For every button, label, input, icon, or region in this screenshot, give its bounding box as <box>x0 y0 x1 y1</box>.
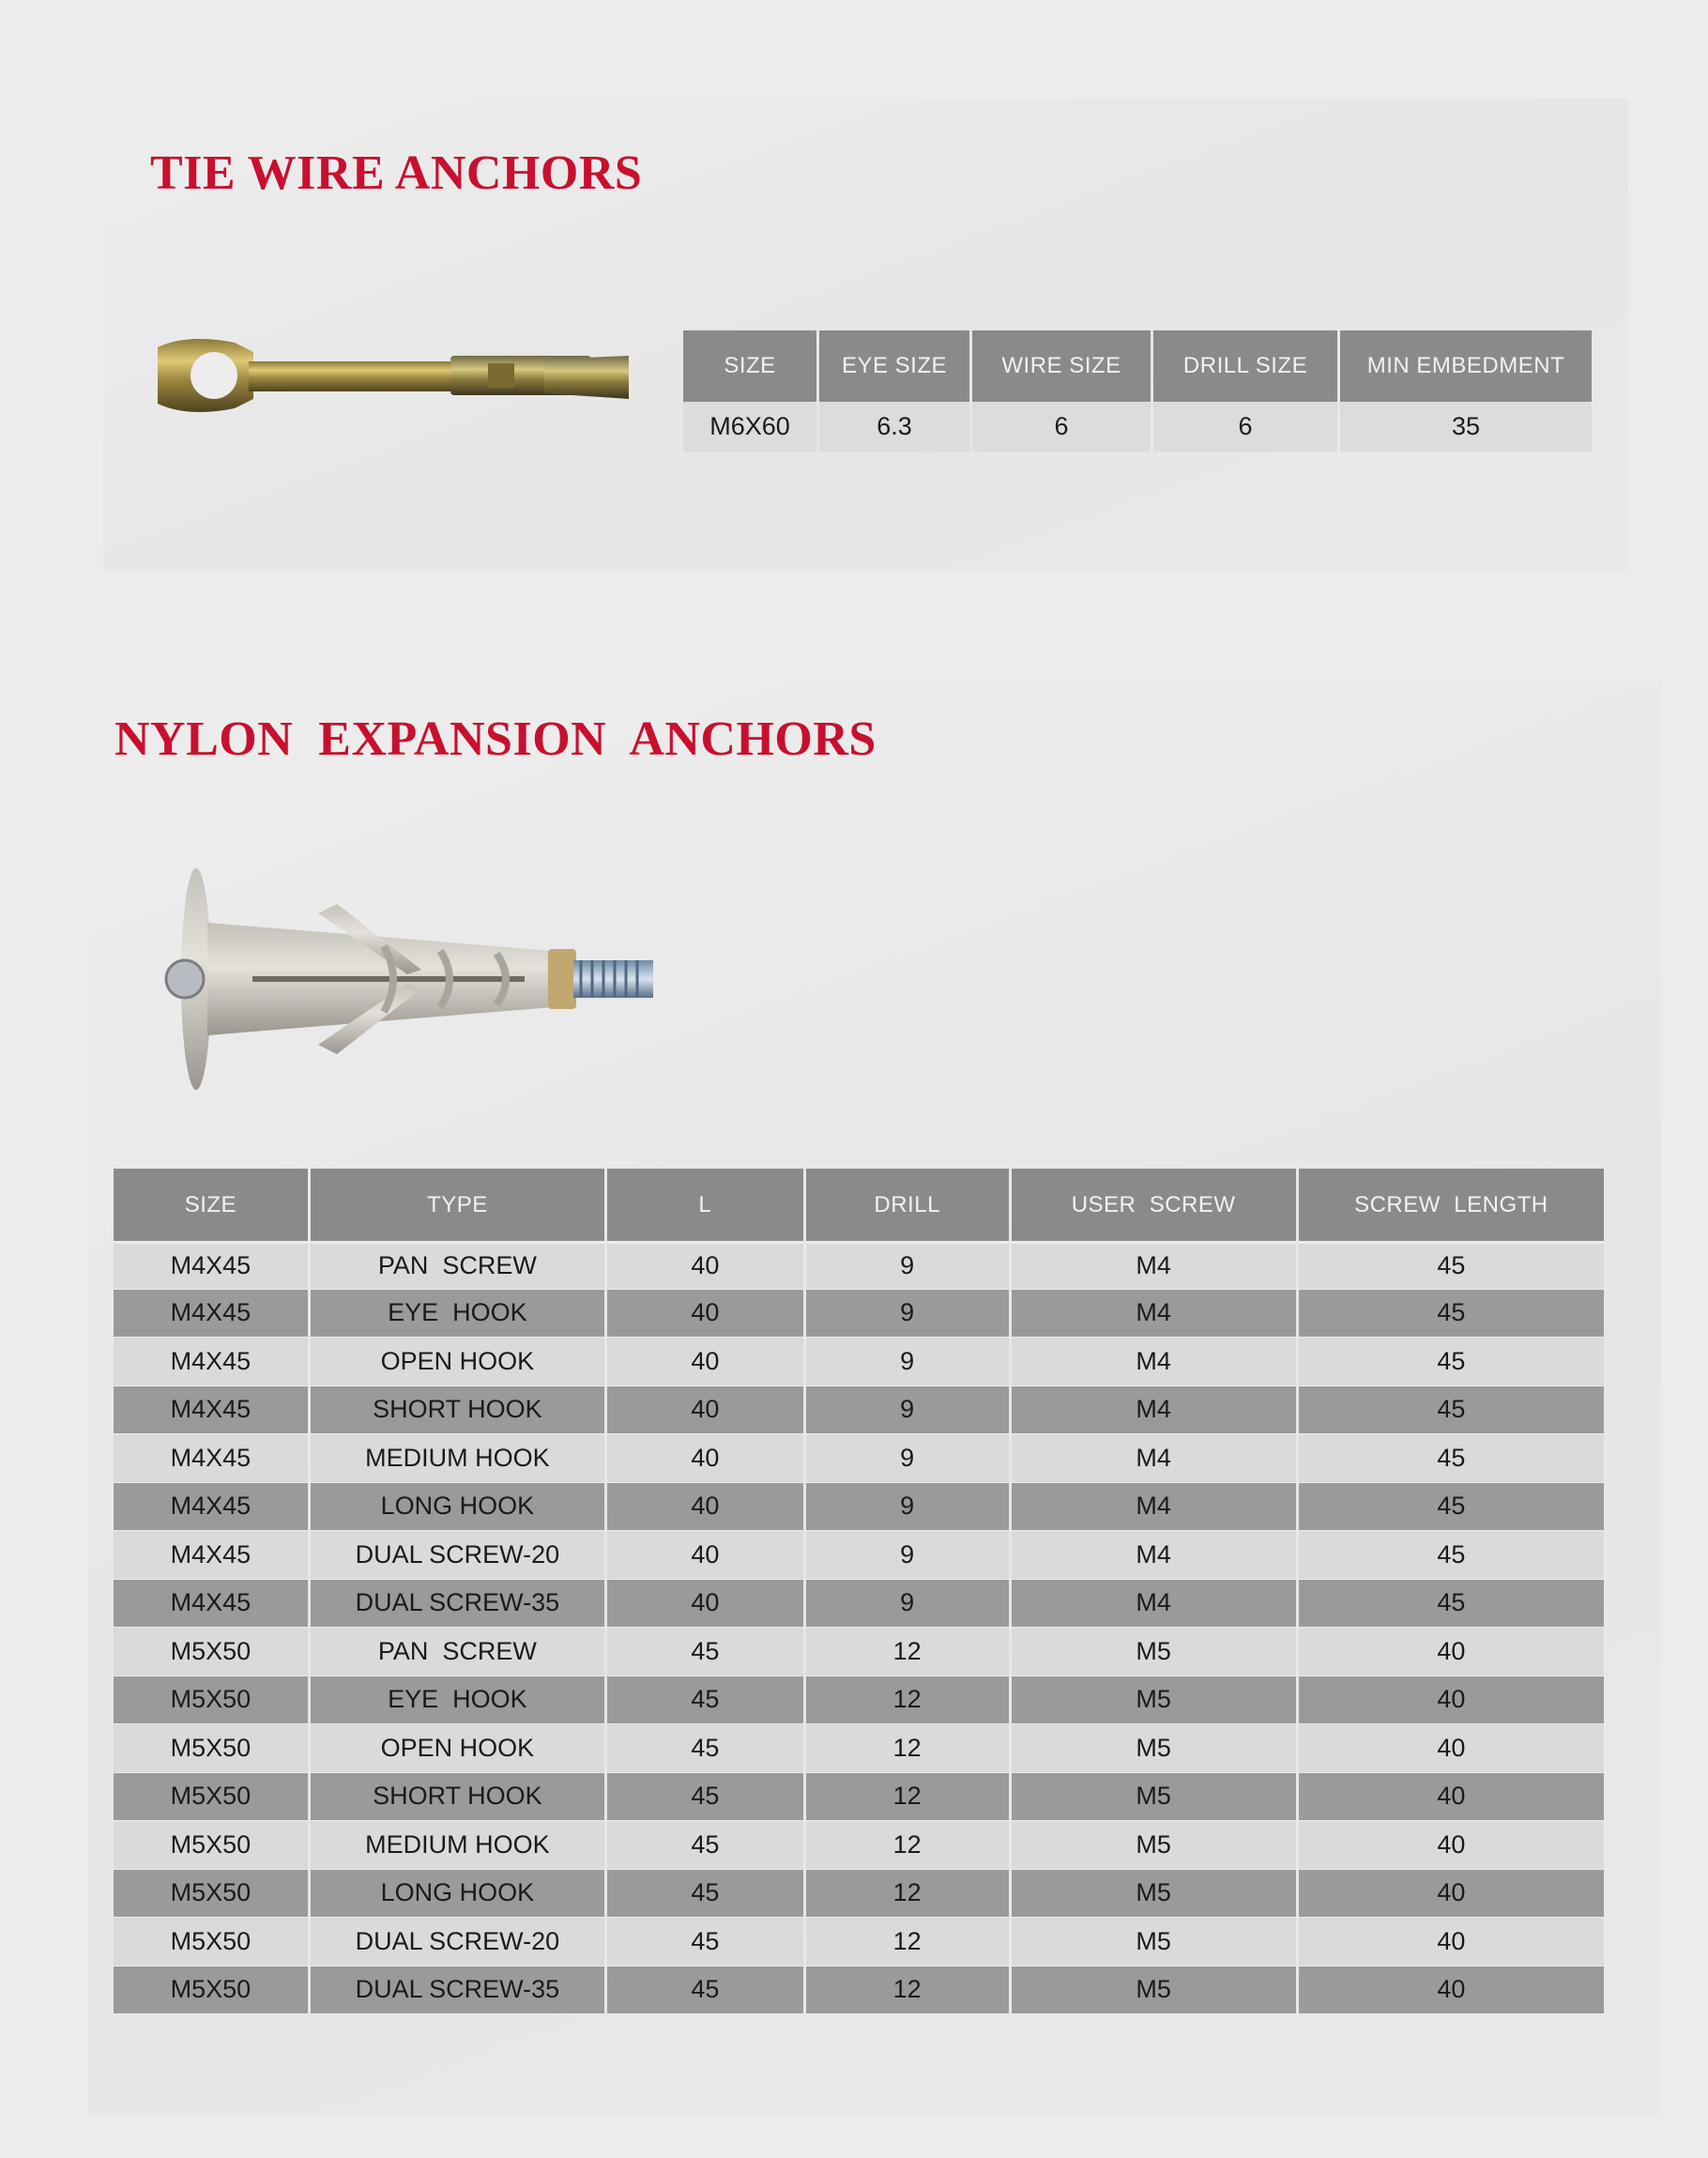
nylon-anchor-header-cell: SCREW LENGTH <box>1299 1169 1604 1241</box>
nylon-anchor-table-cell: 45 <box>1299 1531 1604 1580</box>
nylon-anchor-table-cell: 12 <box>806 1773 1009 1822</box>
tie-wire-section <box>103 99 1628 571</box>
nylon-anchor-table-cell: 40 <box>1299 1628 1604 1676</box>
nylon-anchor-table-cell: 40 <box>1299 1967 1604 2015</box>
nylon-anchor-table-cell: SHORT HOOK <box>311 1386 604 1435</box>
nylon-anchor-table-cell: M5X50 <box>114 1773 308 1822</box>
nylon-anchor-table-cell: OPEN HOOK <box>311 1338 604 1386</box>
nylon-anchor-table-cell: EYE HOOK <box>311 1676 604 1725</box>
nylon-anchor-table-cell: 12 <box>806 1676 1009 1725</box>
nylon-anchor-table-cell: 45 <box>607 1870 803 1919</box>
nylon-anchor-header-cell: SIZE <box>114 1169 308 1241</box>
nylon-anchor-table-cell: DUAL SCREW-35 <box>311 1967 604 2015</box>
nylon-anchor-table-cell: 40 <box>1299 1870 1604 1919</box>
nylon-anchor-table-cell: 9 <box>806 1338 1009 1386</box>
nylon-anchor-table-row <box>114 1386 1604 1435</box>
nylon-anchor-table-cell: M5 <box>1012 1821 1296 1870</box>
nylon-anchor-table-cell: OPEN HOOK <box>311 1724 604 1773</box>
nylon-anchor-table-cell: DUAL SCREW-35 <box>311 1580 604 1629</box>
nylon-anchor-table-cell: M4X45 <box>114 1434 308 1483</box>
nylon-anchor-table-cell: M5 <box>1012 1967 1296 2015</box>
nylon-anchor-table-cell: M4X45 <box>114 1483 308 1532</box>
tie-wire-table-cell: M6X60 <box>683 402 816 451</box>
nylon-anchor-table-row <box>114 1676 1604 1725</box>
nylon-anchor-table-cell: 45 <box>1299 1483 1604 1532</box>
nylon-anchor-table-cell: 40 <box>1299 1676 1604 1725</box>
nylon-anchor-table-cell: M5 <box>1012 1676 1296 1725</box>
nylon-anchor-table-cell: M5 <box>1012 1724 1296 1773</box>
nylon-anchor-table-cell: 40 <box>1299 1918 1604 1967</box>
nylon-anchor-table-cell: 12 <box>806 1918 1009 1967</box>
nylon-anchor-table-cell: M4X45 <box>114 1580 308 1629</box>
nylon-anchor-table-cell: M4 <box>1012 1338 1296 1386</box>
nylon-anchor-table-cell: DUAL SCREW-20 <box>311 1531 604 1580</box>
nylon-anchor-table-cell: M4X45 <box>114 1290 308 1339</box>
nylon-anchor-table-row <box>114 1434 1604 1483</box>
nylon-anchor-table-cell: 12 <box>806 1724 1009 1773</box>
nylon-anchor-table-cell: 9 <box>806 1290 1009 1339</box>
nylon-expansion-anchor-image <box>140 857 703 1101</box>
tie-wire-table-cell: 6.3 <box>819 402 969 451</box>
nylon-anchor-table-cell: 45 <box>1299 1338 1604 1386</box>
nylon-anchor-table-cell: PAN SCREW <box>311 1628 604 1676</box>
nylon-anchor-table-cell: PAN SCREW <box>311 1241 604 1290</box>
tie-wire-table-cell: 6 <box>972 402 1151 451</box>
nylon-anchor-table-cell: LONG HOOK <box>311 1483 604 1532</box>
nylon-anchor-table-cell: 45 <box>1299 1580 1604 1629</box>
tie-wire-title: TIE WIRE ANCHORS <box>150 146 643 200</box>
nylon-anchor-table-cell: 9 <box>806 1241 1009 1290</box>
nylon-anchor-table-cell: 40 <box>1299 1773 1604 1822</box>
nylon-anchor-table-cell: M4 <box>1012 1386 1296 1435</box>
nylon-anchor-table-cell: 9 <box>806 1483 1009 1532</box>
nylon-anchor-table-row <box>114 1773 1604 1822</box>
nylon-anchor-table-row <box>114 1241 1604 1290</box>
nylon-anchor-table-cell: M5X50 <box>114 1676 308 1725</box>
nylon-anchor-table-cell: 45 <box>607 1773 803 1822</box>
nylon-anchor-table-cell: M4X45 <box>114 1386 308 1435</box>
nylon-anchor-table-cell: M4 <box>1012 1241 1296 1290</box>
nylon-anchor-table-cell: 40 <box>607 1386 803 1435</box>
nylon-anchor-table-row <box>114 1918 1604 1967</box>
nylon-anchor-table-cell: SHORT HOOK <box>311 1773 604 1822</box>
nylon-anchor-table-cell: M4X45 <box>114 1241 308 1290</box>
nylon-anchor-table-row <box>114 1870 1604 1919</box>
nylon-anchor-table-cell: 40 <box>1299 1724 1604 1773</box>
tie-wire-table-row <box>683 402 1592 451</box>
nylon-anchor-table-cell: 40 <box>607 1531 803 1580</box>
nylon-anchor-table-cell: M5X50 <box>114 1918 308 1967</box>
nylon-anchor-table-cell: 40 <box>607 1580 803 1629</box>
nylon-anchor-table-row <box>114 1967 1604 2015</box>
nylon-anchor-table-cell: 45 <box>1299 1434 1604 1483</box>
nylon-anchor-table-cell: 45 <box>1299 1290 1604 1339</box>
nylon-anchor-table-row <box>114 1483 1604 1532</box>
nylon-anchor-table-cell: 12 <box>806 1821 1009 1870</box>
nylon-anchor-table-cell: M5 <box>1012 1870 1296 1919</box>
nylon-anchor-table-cell: M4 <box>1012 1531 1296 1580</box>
nylon-anchor-header-cell: USER SCREW <box>1012 1169 1296 1241</box>
nylon-anchor-table-cell: 45 <box>1299 1386 1604 1435</box>
nylon-anchor-table-cell: 12 <box>806 1967 1009 2015</box>
tie-wire-header-cell: WIRE SIZE <box>972 330 1151 402</box>
tie-wire-header-cell: MIN EMBEDMENT <box>1340 330 1592 402</box>
tie-wire-header-cell: EYE SIZE <box>819 330 969 402</box>
nylon-anchor-table-row <box>114 1724 1604 1773</box>
nylon-anchor-table-cell: 12 <box>806 1870 1009 1919</box>
tie-wire-anchor-image <box>150 324 638 427</box>
nylon-anchor-table-row <box>114 1580 1604 1629</box>
nylon-anchor-table-cell: 40 <box>607 1483 803 1532</box>
nylon-anchor-table-cell: M5X50 <box>114 1870 308 1919</box>
nylon-anchor-table-row <box>114 1338 1604 1386</box>
tie-wire-table-cell: 35 <box>1340 402 1592 451</box>
nylon-anchor-table-cell: M5X50 <box>114 1821 308 1870</box>
nylon-anchor-table-cell: M4 <box>1012 1290 1296 1339</box>
nylon-anchor-table-cell: M5 <box>1012 1773 1296 1822</box>
tie-wire-table-cell: 6 <box>1153 402 1337 451</box>
nylon-anchor-table-cell: 9 <box>806 1580 1009 1629</box>
nylon-anchor-table-cell: 40 <box>1299 1821 1604 1870</box>
nylon-anchor-table-cell: M4X45 <box>114 1531 308 1580</box>
nylon-anchor-table-row <box>114 1628 1604 1676</box>
nylon-anchor-table-cell: EYE HOOK <box>311 1290 604 1339</box>
nylon-anchor-table-cell: M5 <box>1012 1918 1296 1967</box>
nylon-anchor-table-cell: M5X50 <box>114 1967 308 2015</box>
nylon-anchor-table-cell: 45 <box>607 1821 803 1870</box>
tie-wire-header-cell: SIZE <box>683 330 816 402</box>
nylon-anchor-header-cell: DRILL <box>806 1169 1009 1241</box>
nylon-anchor-table-cell: LONG HOOK <box>311 1870 604 1919</box>
nylon-anchor-table-cell: 45 <box>607 1628 803 1676</box>
nylon-anchor-table-cell: 45 <box>607 1676 803 1725</box>
nylon-anchor-table-cell: MEDIUM HOOK <box>311 1821 604 1870</box>
nylon-anchor-table-cell: M5X50 <box>114 1628 308 1676</box>
nylon-anchor-table-cell: DUAL SCREW-20 <box>311 1918 604 1967</box>
nylon-anchor-table-cell: 40 <box>607 1290 803 1339</box>
nylon-anchor-table-row <box>114 1821 1604 1870</box>
nylon-anchor-table-row <box>114 1290 1604 1339</box>
nylon-anchor-table-cell: M5 <box>1012 1628 1296 1676</box>
tie-wire-header-cell: DRILL SIZE <box>1153 330 1337 402</box>
nylon-anchor-spec-table <box>111 1169 1607 2014</box>
nylon-anchor-table-cell: 45 <box>607 1724 803 1773</box>
nylon-anchor-table-cell: M4 <box>1012 1580 1296 1629</box>
nylon-anchor-table-row <box>114 1531 1604 1580</box>
tie-wire-spec-table <box>680 330 1594 451</box>
nylon-anchor-table-cell: M4 <box>1012 1434 1296 1483</box>
nylon-anchor-table-cell: 12 <box>806 1628 1009 1676</box>
nylon-anchor-header-cell: TYPE <box>311 1169 604 1241</box>
nylon-anchor-table-cell: 9 <box>806 1531 1009 1580</box>
nylon-anchor-table-cell: M4 <box>1012 1483 1296 1532</box>
nylon-anchor-table-cell: 40 <box>607 1434 803 1483</box>
nylon-anchor-table-cell: 45 <box>607 1918 803 1967</box>
nylon-anchor-section <box>88 679 1661 2115</box>
nylon-anchor-table-cell: 9 <box>806 1386 1009 1435</box>
nylon-anchor-table-cell: MEDIUM HOOK <box>311 1434 604 1483</box>
nylon-anchor-title: NYLON EXPANSION ANCHORS <box>114 712 877 766</box>
nylon-anchor-table-cell: 9 <box>806 1434 1009 1483</box>
nylon-anchor-table-cell: 40 <box>607 1241 803 1290</box>
nylon-anchor-table-cell: M5X50 <box>114 1724 308 1773</box>
nylon-anchor-table-cell: 40 <box>607 1338 803 1386</box>
nylon-anchor-header-cell: L <box>607 1169 803 1241</box>
nylon-anchor-table-cell: M4X45 <box>114 1338 308 1386</box>
nylon-anchor-table-cell: 45 <box>607 1967 803 2015</box>
nylon-anchor-table-cell: 45 <box>1299 1241 1604 1290</box>
